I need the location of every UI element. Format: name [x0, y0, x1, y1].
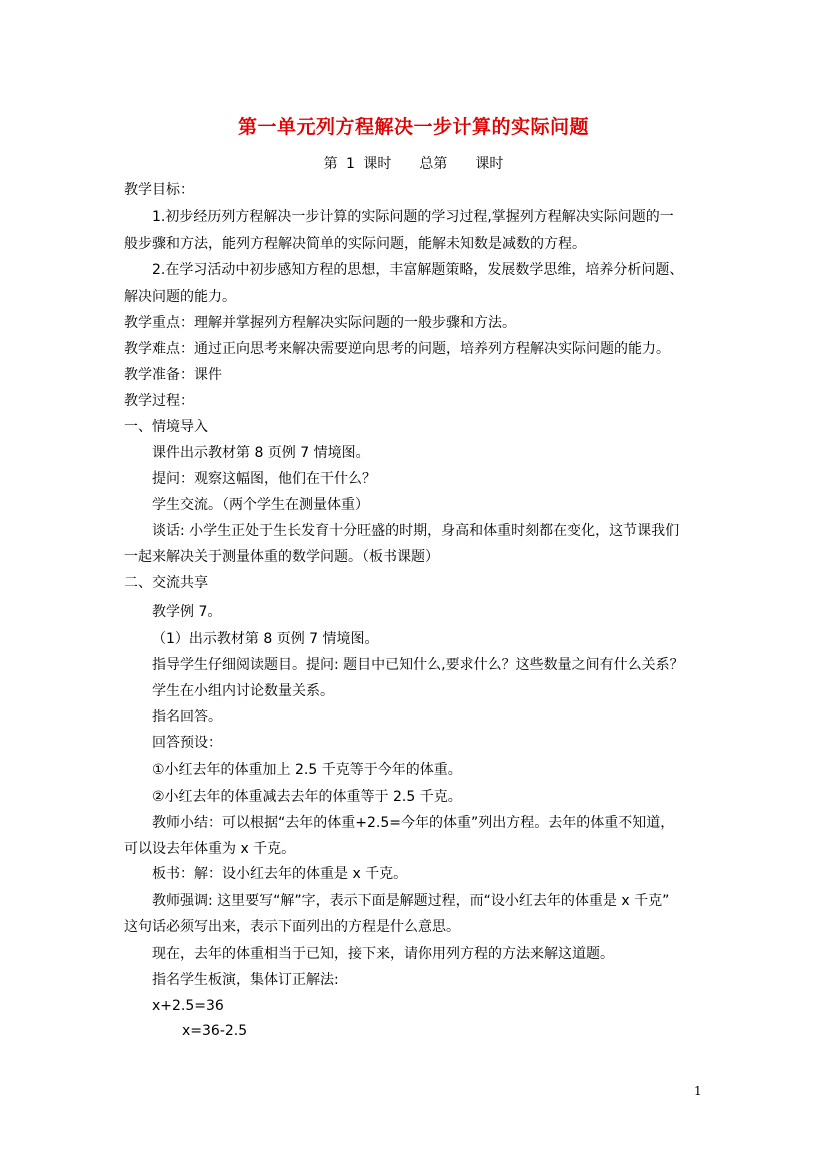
teaching-preparation: 教学准备：课件 — [124, 367, 222, 383]
paragraph: 教师小结：可以根据“去年的体重+2.5=今年的体重”列出方程。去年的体重不知道， — [152, 815, 675, 831]
paragraph: 教学例 7。 — [152, 604, 222, 620]
heading-objectives: 教学目标： — [124, 182, 194, 198]
paragraph: 一起来解决关于测量体重的数学问题。（板书课题） — [124, 549, 439, 565]
paragraph: 学生交流。（两个学生在测量体重） — [152, 497, 369, 513]
paragraph: 教师强调: 这里要写“解”字，表示下面是解题过程，而“设小红去年的体重是 x 千克” — [152, 893, 670, 909]
page-number: 1 — [694, 1084, 702, 1098]
paragraph: 指导学生仔细阅读题目。提问: 题目中已知什么,要求什么？这些数量之间有什么关系？ — [152, 657, 684, 673]
document-title: 第一单元列方程解决一步计算的实际问题 — [237, 116, 589, 138]
lesson-subtitle: 第 1 课时 总第 课时 — [323, 156, 504, 172]
objective-2-line-1: 2.在学习活动中初步感知方程的思想，丰富解题策略，发展数学思维，培养分析问题、 — [152, 262, 684, 278]
paragraph: 可以设去年体重为 x 千克。 — [124, 841, 296, 857]
paragraph: 回答预设： — [152, 735, 222, 751]
objective-1-line-2: 般步骤和方法，能列方程解决简单的实际问题，能解未知数是减数的方程。 — [124, 236, 586, 252]
paragraph: 现在，去年的体重相当于已知，接下来，请你用列方程的方法来解这道题。 — [152, 946, 614, 962]
paragraph: 提问：观察这幅图，他们在干什么？ — [152, 471, 376, 487]
answer-option-2: ②小红去年的体重减去去年的体重等于 2.5 千克。 — [152, 789, 462, 805]
paragraph: 课件出示教材第 8 页例 7 情境图。 — [152, 445, 370, 461]
paragraph: 学生在小组内讨论数量关系。 — [152, 683, 334, 699]
paragraph: 指名回答。 — [152, 709, 222, 725]
teaching-difficulty: 教学难点：通过正向思考来解决需要逆向思考的问题，培养列方程解决实际问题的能力。 — [124, 341, 670, 357]
teaching-focus: 教学重点：理解并掌握列方程解决实际问题的一般步骤和方法。 — [124, 315, 516, 331]
section-1-heading: 一、情境导入 — [124, 419, 208, 435]
answer-option-1: ①小红去年的体重加上 2.5 千克等于今年的体重。 — [152, 762, 462, 778]
section-2-heading: 二、交流共享 — [124, 575, 208, 591]
paragraph: （1）出示教材第 8 页例 7 情境图。 — [152, 631, 379, 647]
equation-line-2: x=36-2.5 — [182, 1023, 248, 1039]
equation-line-1: x+2.5=36 — [152, 998, 224, 1014]
objective-1-line-1: 1.初步经历列方程解决一步计算的实际问题的学习过程,掌握列方程解决实际问题的一 — [152, 209, 674, 225]
paragraph: 指名学生板演，集体订正解法: — [152, 972, 339, 988]
objective-2-line-2: 解决问题的能力。 — [124, 289, 236, 305]
heading-process: 教学过程： — [124, 393, 194, 409]
paragraph: 谈话: 小学生正处于生长发育十分旺盛的时期，身高和体重时刻都在变化，这节课我们 — [152, 523, 680, 539]
paragraph: 板书：解：设小红去年的体重是 x 千克。 — [152, 866, 408, 882]
paragraph: 这句话必须写出来，表示下面列出的方程是什么意思。 — [124, 919, 460, 935]
